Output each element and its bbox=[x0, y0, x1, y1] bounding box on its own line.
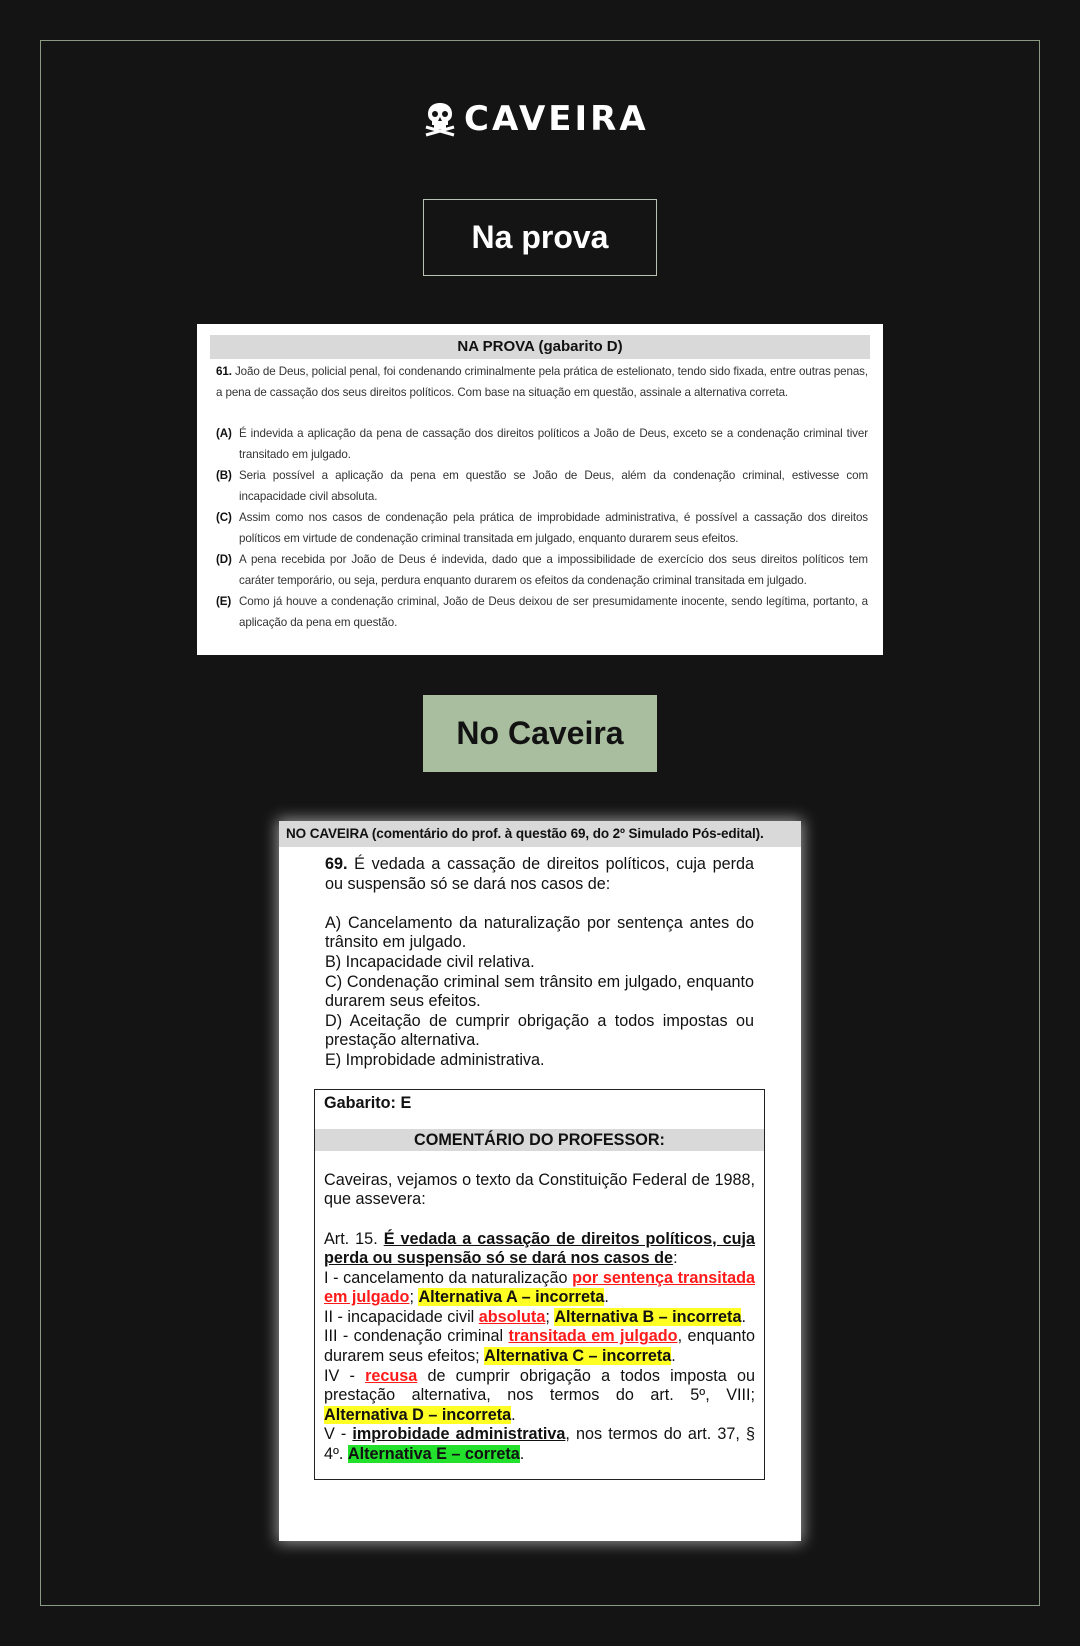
item-end: . bbox=[741, 1307, 746, 1326]
brand-logo bbox=[424, 98, 658, 140]
article-colon: : bbox=[673, 1249, 678, 1268]
caveira-option: C) Condenação criminal sem trânsito em julgado, enquanto durarem seus efeitos. bbox=[325, 972, 754, 1011]
caveira-option: B) Incapacidade civil relativa. bbox=[325, 952, 535, 971]
item-text: II - incapacidade civil bbox=[324, 1307, 479, 1326]
item-separator: ; bbox=[409, 1288, 419, 1307]
caveira-statement bbox=[325, 855, 754, 894]
option-letter: (E) bbox=[216, 595, 232, 608]
item-text: , enquanto durarem seus efeitos; bbox=[324, 1327, 755, 1366]
article-item-iii bbox=[324, 1327, 755, 1366]
exam-option bbox=[216, 549, 868, 591]
exam-question-card bbox=[197, 324, 883, 655]
section-label-no-caveira: No Caveira bbox=[423, 695, 657, 772]
item-emphasis: por sentença transitada em julgado bbox=[324, 1268, 756, 1307]
caveira-question-body bbox=[279, 847, 801, 1071]
option-letter: (A) bbox=[216, 427, 232, 440]
exam-option bbox=[216, 591, 868, 633]
exam-option bbox=[216, 423, 868, 465]
section-label-na-prova: Na prova bbox=[423, 199, 657, 276]
verdict-highlight: Alternativa C – incorreta bbox=[484, 1347, 672, 1366]
article-item-v bbox=[324, 1425, 755, 1464]
gabarito-label: Gabarito: E bbox=[324, 1093, 412, 1112]
article-heading bbox=[324, 1230, 755, 1269]
exam-statement-text: João de Deus, policial penal, foi condenando criminalmente pela prática de estelionato, tendo sido fixada, entre outras penas, a pena de cassação dos seus direitos políticos. Com base na situação em questão, assinale a alternativa correta. bbox=[216, 365, 869, 399]
article-item-i bbox=[324, 1269, 755, 1308]
brand-name: CAVEIRA bbox=[464, 99, 649, 139]
item-end: . bbox=[519, 1445, 525, 1464]
caveira-option: A) Cancelamento da naturalização por sentença antes do trânsito em julgado. bbox=[325, 913, 754, 952]
option-letter: (B) bbox=[216, 469, 232, 482]
item-separator: ; bbox=[545, 1307, 555, 1326]
comment-title: COMENTÁRIO DO PROFESSOR: bbox=[315, 1129, 764, 1151]
exam-card-header: NA PROVA (gabarito D) bbox=[210, 335, 870, 359]
caveira-question-card bbox=[279, 821, 801, 1541]
option-text: É indevida a aplicação da pena de cassação dos direitos políticos a João de Deus, exceto se a condenação criminal tiver transitado em julgado. bbox=[239, 427, 868, 461]
item-emphasis: absoluta bbox=[478, 1307, 546, 1326]
article-prefix: Art. 15. bbox=[324, 1229, 384, 1248]
item-end: . bbox=[604, 1288, 609, 1307]
item-end: . bbox=[511, 1405, 516, 1424]
item-emphasis: transitada em julgado bbox=[508, 1327, 678, 1346]
verdict-highlight: Alternativa A – incorreta bbox=[418, 1288, 605, 1307]
exam-question-number: 61. bbox=[216, 365, 232, 378]
caveira-option: E) Improbidade administrativa. bbox=[325, 1050, 545, 1069]
item-end: . bbox=[671, 1347, 676, 1366]
skull-icon bbox=[424, 101, 456, 137]
article-item-ii bbox=[324, 1308, 755, 1328]
item-text: IV - bbox=[324, 1366, 366, 1385]
item-text: V - bbox=[324, 1425, 353, 1444]
item-text: III - condenação criminal bbox=[324, 1327, 509, 1346]
exam-options bbox=[210, 423, 870, 633]
answer-box bbox=[314, 1089, 765, 1480]
caveira-question-number: 69. bbox=[325, 855, 348, 873]
option-text: Como já houve a condenação criminal, João de Deus deixou de ser presumidamente inocente, sendo legítima, portanto, a aplicação da pena em questão. bbox=[239, 595, 868, 629]
caveira-statement-text: É vedada a cassação de direitos políticos, cuja perda ou suspensão só se dará nos casos de: bbox=[325, 855, 754, 893]
verdict-highlight: Alternativa B – incorreta bbox=[554, 1307, 742, 1326]
verdict-highlight: Alternativa D – incorreta bbox=[324, 1405, 512, 1424]
article-item-iv bbox=[324, 1367, 755, 1426]
caveira-option: D) Aceitação de cumprir obrigação a todos impostas ou prestação alternativa. bbox=[325, 1011, 754, 1050]
verdict-highlight-correct: Alternativa E – correta bbox=[347, 1445, 520, 1464]
item-emphasis: recusa bbox=[365, 1366, 418, 1385]
exam-statement bbox=[210, 361, 870, 403]
option-text: Seria possível a aplicação da pena em questão se João de Deus, além da condenação criminal, estivesse com incapacidade civil absoluta. bbox=[239, 469, 868, 503]
option-letter: (C) bbox=[216, 511, 232, 524]
item-emphasis: improbidade administrativa bbox=[352, 1425, 566, 1444]
item-text: I - cancelamento da naturalização bbox=[324, 1268, 573, 1287]
exam-option bbox=[216, 507, 868, 549]
comment-intro: Caveiras, vejamos o texto da Constituição Federal de 1988, que assevera: bbox=[324, 1170, 755, 1209]
option-text: A pena recebida por João de Deus é indevida, dado que a impossibilidade de exercício dos seus direitos políticos tem caráter temporário, ou seja, perdura enquanto durarem os efeitos da condenação criminal transitada em julgado. bbox=[239, 553, 868, 587]
option-text: Assim como nos casos de condenação pela prática de improbidade administrativa, é possível a cassação dos direitos políticos em virtude de condenação criminal transitada em julgado, enquanto durarem seus efeitos. bbox=[239, 511, 868, 545]
option-letter: (D) bbox=[216, 553, 232, 566]
article-bold-text: É vedada a cassação de direitos políticos, cuja perda ou suspensão só se dará nos casos de bbox=[324, 1229, 755, 1268]
item-text: , nos termos do art. 37, § 4º. bbox=[324, 1425, 756, 1464]
caveira-card-header: NO CAVEIRA (comentário do prof. à questão 69, do 2º Simulado Pós-edital). bbox=[279, 821, 801, 847]
exam-option bbox=[216, 465, 868, 507]
item-text: de cumprir obrigação a todos imposta ou prestação alternativa, nos termos do art. 5º, VIII; bbox=[324, 1366, 755, 1405]
